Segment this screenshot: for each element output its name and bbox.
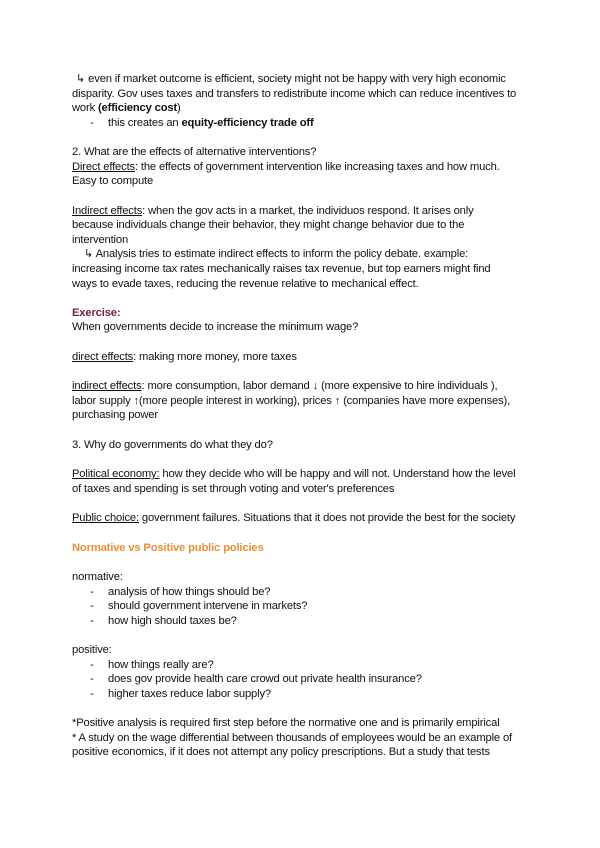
direct-effects-term: Direct effects xyxy=(72,161,135,173)
text-line: ↳ even if market outcome is efficient, society might not be happy with very high economic xyxy=(76,73,506,85)
text-line: disparity. Gov uses taxes and transfers to redistribute income which can reduce incentives to xyxy=(72,88,517,100)
text-span: work xyxy=(72,102,98,114)
text-line xyxy=(72,467,515,481)
bullet-dash: - xyxy=(90,586,94,598)
text-span: how they decide who will be happy and will not. Understand how the level xyxy=(159,468,516,480)
list-item: should government intervene in markets? xyxy=(108,600,308,612)
section-heading: 3. Why do governments do what they do? xyxy=(72,439,273,451)
text-line: intervention xyxy=(72,234,129,246)
text-line: When governments decide to increase the minimum wage? xyxy=(72,321,359,333)
text-line: ↳ Analysis tries to estimate indirect effects to inform the policy debate. example: xyxy=(84,248,469,260)
text-line xyxy=(72,204,474,218)
bullet-dash: - xyxy=(90,600,94,612)
indirect-effects-term: Indirect effects xyxy=(72,205,143,217)
bullet-dash: - xyxy=(90,615,94,627)
section-heading: 2. What are the effects of alternative interventions? xyxy=(72,146,317,158)
text-span: this creates an xyxy=(108,117,182,129)
section-heading-orange: Normative vs Positive public policies xyxy=(72,542,264,554)
list-item: higher taxes reduce labor supply? xyxy=(108,688,271,700)
list-item: how things really are? xyxy=(108,659,214,671)
list-item: does gov provide health care crowd out private health insurance? xyxy=(108,673,422,685)
exercise-heading: Exercise: xyxy=(72,307,121,319)
text-span: : the effects of government intervention like increasing taxes and how much. xyxy=(134,161,500,173)
text-line xyxy=(72,350,297,364)
bullet-dash: - xyxy=(90,659,94,671)
note-line: *Positive analysis is required first step before the normative one and is primarily empirical xyxy=(72,717,500,729)
bullet-item xyxy=(108,116,314,130)
text-line: ways to evade taxes, reducing the revenue relative to mechanical effect. xyxy=(72,278,419,290)
text-span: : when the gov acts in a market, the individuos respond. It arises only xyxy=(142,205,474,217)
note-line: positive economics, if it does not attempt any policy prescriptions. But a study that tests xyxy=(72,746,490,758)
note-line: * A study on the wage differential between thousands of employees would be an example of xyxy=(72,732,512,744)
text-line: labor supply ↑(more people interest in working), prices ↑ (companies have more expenses), xyxy=(72,395,511,407)
text-span: : making more money, more taxes xyxy=(133,351,297,363)
text-line: increasing income tax rates mechanically raises tax revenue, but top earners might find xyxy=(72,263,491,275)
direct-effects-term: direct effects xyxy=(72,351,134,363)
bullet-dash: - xyxy=(90,688,94,700)
list-label: positive: xyxy=(72,644,112,656)
efficiency-cost-term: (efficiency cost xyxy=(97,102,178,114)
list-label: normative: xyxy=(72,571,123,583)
political-economy-term: Political economy: xyxy=(72,468,160,480)
public-choice-term: Public choice: xyxy=(72,512,139,524)
text-line: of taxes and spending is set through voting and voter's preferences xyxy=(72,483,395,495)
text-span: : more consumption, labor demand ↓ (more expensive to hire individuals ), xyxy=(141,380,498,392)
trade-off-term: equity-efficiency trade off xyxy=(181,117,314,129)
text-line: purchasing power xyxy=(72,409,158,421)
text-line: Easy to compute xyxy=(72,175,154,187)
text-span: government failures. Situations that it does not provide the best for the society xyxy=(138,512,516,524)
list-item: how high should taxes be? xyxy=(108,615,237,627)
bullet-dash: - xyxy=(90,673,94,685)
text-line xyxy=(72,101,181,115)
text-line: because individuals change their behavior, they might change behavior due to the xyxy=(72,219,465,231)
text-span: ) xyxy=(177,102,181,114)
list-item: analysis of how things should be? xyxy=(108,586,271,598)
bullet-dash: - xyxy=(90,117,94,129)
text-line xyxy=(72,511,515,525)
indirect-effects-term: indirect effects xyxy=(72,380,142,392)
text-line xyxy=(72,160,500,174)
text-line xyxy=(72,379,497,393)
